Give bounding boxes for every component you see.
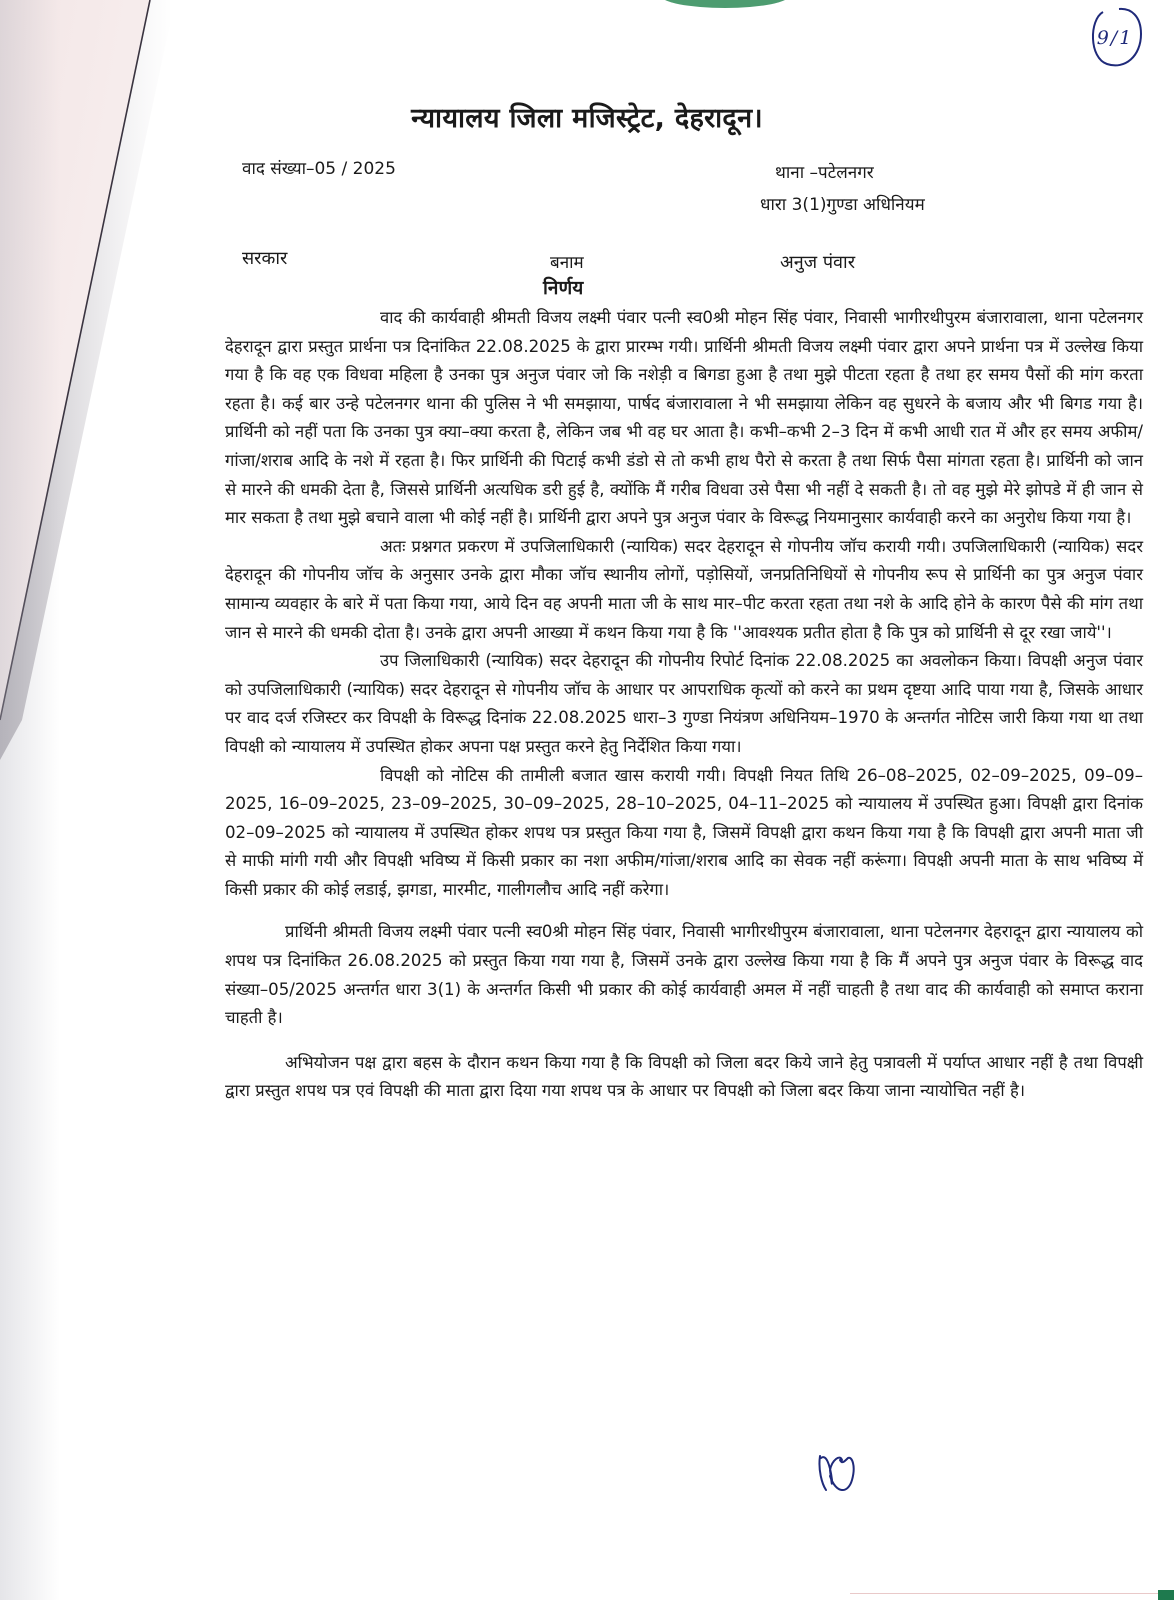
versus-label: बनाम [550, 253, 584, 273]
act-section: धारा 3(1)गुण्डा अधिनियम [760, 195, 925, 215]
case-number: वाद संख्या–05 / 2025 [242, 159, 396, 179]
judgment-heading: निर्णय [543, 277, 584, 299]
party-respondent: अनुज पंवार [780, 252, 856, 273]
party-petitioner: सरकार [242, 248, 288, 269]
judgment-body [225, 304, 1143, 1106]
handwritten-page-marker [1085, 6, 1145, 70]
page-marker-text: 9/1 [1096, 27, 1134, 49]
paragraph: अभियोजन पक्ष द्वारा बहस के दौरान कथन किया गया है कि विपक्षी को जिला बदर किये जाने हेतु पत्रावली में पर्याप्त आधार नहीं है तथा विपक्षी द्वारा प्रस्तुत शपथ पत्र एवं विपक्षी की माता द्वारा दिया गया शपथ पत्र के आधार पर विपक्षी को जिला बदर किया जाना न्यायोचित नहीं है। [225, 1052, 1143, 1101]
scan-bottom-edge [850, 1593, 1174, 1594]
court-title: न्यायालय जिला मजिस्ट्रेट, देहरादून। [411, 103, 763, 134]
paragraph: वाद की कार्यवाही श्रीमती विजय लक्ष्मी पंवार पत्नी स्व0श्री मोहन सिंह पंवार, निवासी भागीरथीपुरम बंजारावाला, थाना पटेलनगर देहरादून द्वारा प्रस्तुत प्रार्थना पत्र दिनांकित 22.08.2025 के द्वारा प्रारम्भ गयी। प्रार्थिनी श्रीमती विजय लक्ष्मी पंवार द्वारा अपने प्रार्थना पत्र में उल्लेख किया गया है कि वह एक विधवा महिला है उनका पुत्र अनुज पंवार जो कि नशेड़ी व बिगडा हुआ है तथा मुझे पीटता रहता है तथा हर समय पैसों की मांग करता रहता है। कई बार उन्हे पटेलनगर थाना की पुलिस ने भी समझाया, पार्षद बंजारावाला ने भी समझाया लेकिन वह सुधरने के बजाय और भी बिगड गया है। प्रार्थिनी को नहीं पता कि उनका पुत्र क्या–क्या करता है, लेकिन जब भी वह घर आता है। कभी–कभी 2–3 दिन में कभी आधी रात में और हर समय अफीम/गांजा/शराब आदि के नशे में रहता है। फिर प्रार्थिनी की पिटाई कभी डंडो से तो कभी हाथ पैरो से करता है तथा सिर्फ पैसा मांगता रहता है। प्रार्थिनी को जान से मारने की धमकी देता है, जिससे प्रार्थिनी अत्यधिक डरी हुई है, क्योंकि मैं गरीब विधवा उसे पैसा भी नहीं दे सकती है। तो वह मुझे मेरे झोपडे में ही जान से मार सकता है तथा मुझे बचाने वाला भी कोई नहीं है। प्रार्थिनी द्वारा अपने पुत्र अनुज पंवार के विरूद्ध नियमानुसार कार्यवाही करने का अनुरोध किया गया है। [225, 308, 1144, 528]
paragraph: विपक्षी को नोटिस की तामीली बजात खास करायी गयी। विपक्षी नियत तिथि 26–08–2025, 02–09–2025, 09–09–2025, 16–09–2025, 23–09–2025, 30–09–2025, 28–10–2025, 04–11–2025 को न्यायालय में उपस्थित हुआ। विपक्षी द्वारा दिनांक 02–09–2025 को न्यायालय में उपस्थित होकर शपथ पत्र प्रस्तुत किया गया है, जिसमें विपक्षी द्वारा कथन किया गया है कि विपक्षी द्वारा अपनी माता जी से माफी मांगी गयी और विपक्षी भविष्य में किसी प्रकार का नशा अफीम/गांजा/शराब आदि का सेवक नहीं करूंगा। विपक्षी अपनी माता के साथ भविष्य में किसी प्रकार की कोई लडाई, झगडा, मारमीट, गालीगलौच आदि नहीं करेगा। [225, 765, 1143, 899]
scan-edge-shadow [0, 0, 60, 1600]
signature-initials [818, 1450, 878, 1510]
green-tab-artifact [660, 0, 790, 8]
paragraph: प्रार्थिनी श्रीमती विजय लक्ष्मी पंवार पत्नी स्व0श्री मोहन सिंह पंवार, निवासी भागीरथीपुरम बंजारावाला, थाना पटेलनगर देहरादून द्वारा न्यायालय को शपथ पत्र दिनांकित 26.08.2025 को प्रस्तुत किया गया गया है, जिसमें उनके द्वारा उल्लेख किया गया है कि मैं अपने पुत्र अनुज पंवार के विरूद्ध वाद संख्या–05/2025 अन्तर्गत धारा 3(1) के अन्तर्गत किसी भी प्रकार की कोई कार्यवाही अमल में नहीं चाहती है तथा वाद की कार्यवाही को समाप्त कराना चाहती है। [225, 922, 1143, 1028]
paragraph: उप जिलाधिकारी (न्यायिक) सदर देहरादून की गोपनीय रिपोर्ट दिनांक 22.08.2025 का अवलोकन किया। विपक्षी अनुज पंवार को उपजिलाधिकारी (न्यायिक) सदर देहरादून से गोपनीय जॉच के आधार पर आपराधिक कृत्यों को करने का प्रथम दृष्टया आदि पाया गया है, जिसके आधार पर वाद दर्ज रजिस्टर कर विपक्षी के विरूद्ध दिनांक 22.08.2025 धारा–3 गुण्डा नियंत्रण अधिनियम–1970 के अन्तर्गत नोटिस जारी किया गया था तथा विपक्षी को न्यायालय में उपस्थित होकर अपना पक्ष प्रस्तुत करने हेतु निर्देशित किया गया। [225, 651, 1143, 756]
police-station: थाना –पटेलनगर [775, 163, 874, 183]
green-corner-artifact [1158, 1590, 1174, 1600]
paragraph: अतः प्रश्नगत प्रकरण में उपजिलाधिकारी (न्यायिक) सदर देहरादून से गोपनीय जॉच करायी गयी। उपजिलाधिकारी (न्यायिक) सदर देहरादून की गोपनीय जॉच के अनुसार उनके द्वारा मौका जॉच स्थानीय लोगों, पड़ोसियों, जनप्रतिनिधियों से गोपनीय रूप से प्रार्थिनी का पुत्र अनुज पंवार सामान्य व्यवहार के बारे में पता किया गया, आये दिन वह अपनी माता जी के साथ मार–पीट करता रहता तथा नशे के आदि होने के कारण पैसे की मांग तथा जान से मारने की धमकी दोता है। उनके द्वारा अपनी आख्या में कथन किया गया है कि ''आवश्यक प्रतीत होता है कि पुत्र को प्रार्थिनी से दूर रखा जाये''। [225, 536, 1143, 642]
